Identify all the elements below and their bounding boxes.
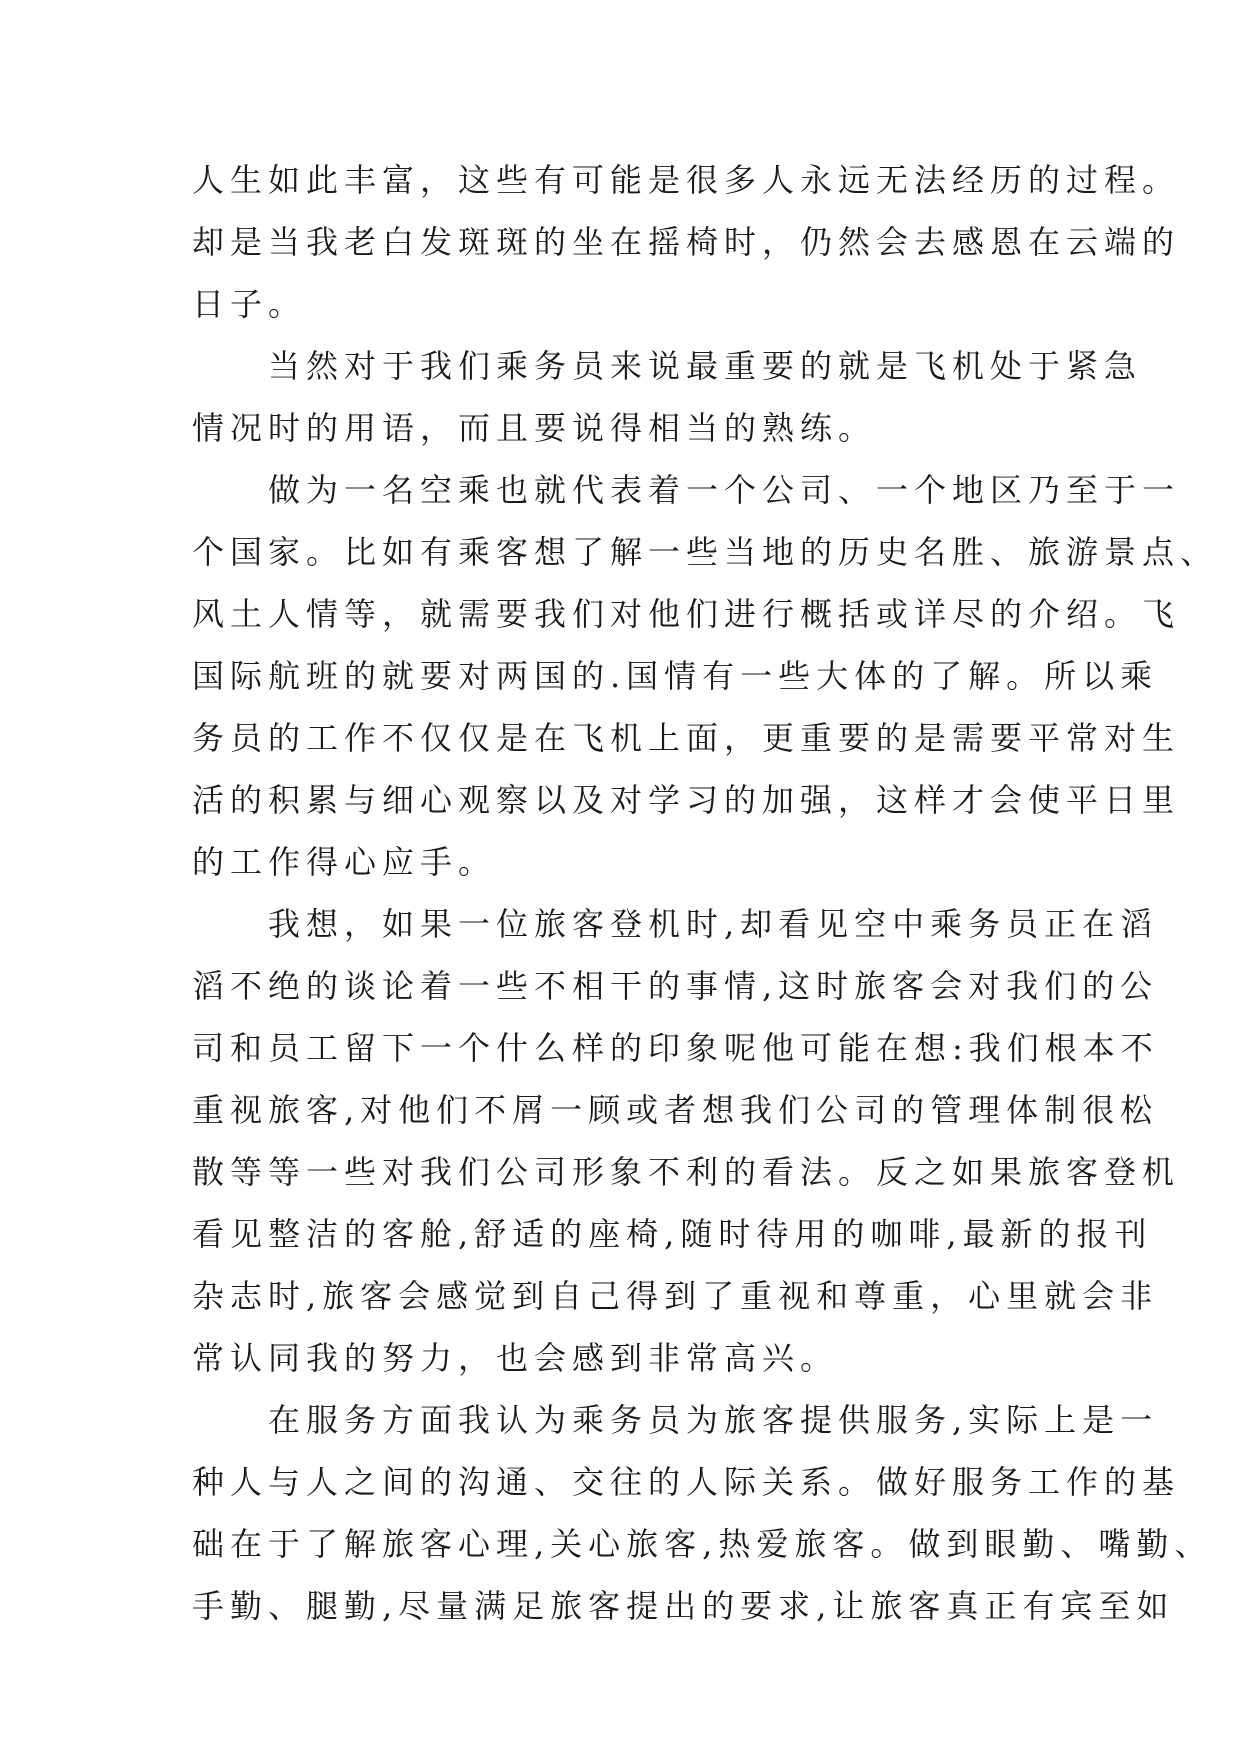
text-line: 础在于了解旅客心理,关心旅客,热爱旅客。做到眼勤、嘴勤、 bbox=[192, 1525, 1213, 1563]
text-line: 杂志时,旅客会感觉到自己得到了重视和尊重，心里就会非 bbox=[192, 1277, 1159, 1315]
text-line: 日子。 bbox=[192, 285, 307, 323]
text-line: 种人与人之间的沟通、交往的人际关系。做好服务工作的基 bbox=[192, 1463, 1181, 1501]
text-line: 情况时的用语，而且要说得相当的熟练。 bbox=[192, 409, 877, 447]
text-line: 却是当我老白发斑斑的坐在摇椅时，仍然会去感恩在云端的 bbox=[192, 223, 1181, 261]
text-line: 看见整洁的客舱,舒适的座椅,随时待用的咖啡,最新的报刊 bbox=[192, 1215, 1153, 1253]
text-line: 人生如此丰富，这些有可能是很多人永远无法经历的过程。 bbox=[192, 161, 1181, 199]
text-line: 常认同我的努力，也会感到非常高兴。 bbox=[192, 1339, 839, 1377]
text-line: 司和员工留下一个什么样的印象呢他可能在想:我们根本不 bbox=[192, 1029, 1159, 1067]
text-line: 我想，如果一位旅客登机时,却看见空中乘务员正在滔 bbox=[192, 905, 1159, 943]
text-line: 手勤、腿勤,尽量满足旅客提出的要求,让旅客真正有宾至如 bbox=[192, 1587, 1175, 1625]
text-line: 散等等一些对我们公司形象不利的看法。反之如果旅客登机 bbox=[192, 1153, 1181, 1191]
text-line: 风土人情等，就需要我们对他们进行概括或详尽的介绍。飞 bbox=[192, 595, 1181, 633]
text-line: 的工作得心应手。 bbox=[192, 843, 497, 881]
text-line: 做为一名空乘也就代表着一个公司、一个地区乃至于一 bbox=[192, 471, 1181, 509]
text-line: 在服务方面我认为乘务员为旅客提供服务,实际上是一 bbox=[192, 1401, 1159, 1439]
text-line: 务员的工作不仅仅是在飞机上面，更重要的是需要平常对生 bbox=[192, 719, 1181, 757]
body-text bbox=[192, 160, 1219, 1648]
text-line: 国际航班的就要对两国的.国情有一些大体的了解。所以乘 bbox=[192, 657, 1159, 695]
text-line: 活的积累与细心观察以及对学习的加强，这样才会使平日里 bbox=[192, 781, 1181, 819]
text-line: 滔不绝的谈论着一些不相干的事情,这时旅客会对我们的公 bbox=[192, 967, 1159, 1005]
text-line: 个国家。比如有乘客想了解一些当地的历史名胜、旅游景点、 bbox=[192, 533, 1219, 571]
text-line: 当然对于我们乘务员来说最重要的就是飞机处于紧急 bbox=[192, 347, 1143, 385]
text-line: 重视旅客,对他们不屑一顾或者想我们公司的管理体制很松 bbox=[192, 1091, 1159, 1129]
